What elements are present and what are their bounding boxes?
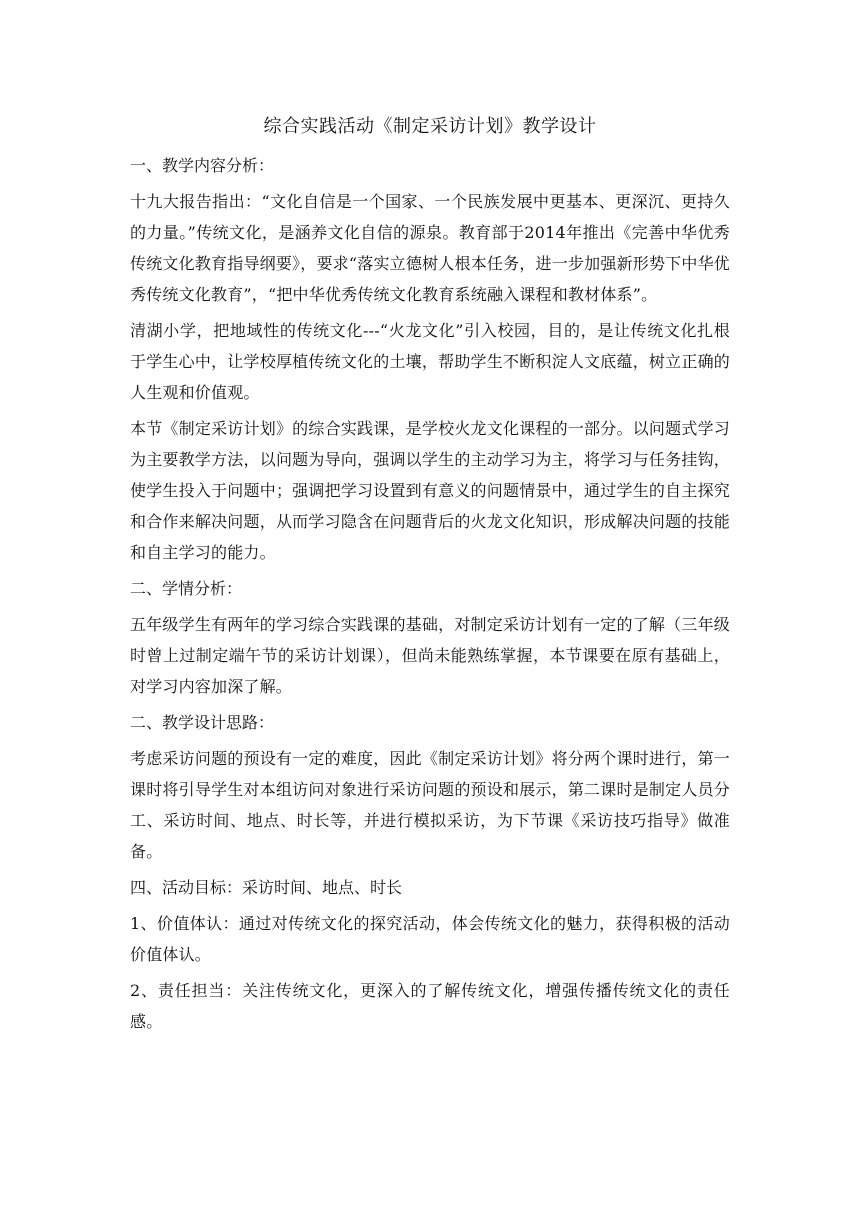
document-title: 综合实践活动《制定采访计划》教学设计 (263, 116, 597, 137)
section-heading-design-ideas: 二、教学设计思路： (130, 713, 275, 732)
section-heading-content-analysis: 一、教学内容分析： (130, 156, 275, 175)
paragraph-two-lessons: 考虑采访问题的预设有一定的难度，因此《制定采访计划》将分两个课时进行，第一课时将引导学生对本组访问对象进行采访问题的预设和展示，第二课时是制定人员分工、采访时间、地点、时长等，并进行模拟采访，为下节课《采访技巧指导》做准备。 (130, 749, 730, 861)
paragraph-qinghu-school: 清湖小学，把地域性的传统文化---“火龙文化”引入校园，目的，是让传统文化扎根于学生心中，让学校厚植传统文化的土壤，帮助学生不断积淀人文底蕴，树立正确的人生观和价值观。 (130, 321, 730, 402)
paragraph-goal-value: 1、价值体认：通过对传统文化的探究活动，体会传统文化的魅力，获得积极的活动价值体认。 (130, 914, 730, 964)
paragraph-lesson-method: 本节《制定采访计划》的综合实践课，是学校火龙文化课程的一部分。以问题式学习为主要教学方法，以问题为导向，强调以学生的主动学习为主，将学习与任务挂钩，使学生投入于问题中；强调把学习设置到有意义的问题情景中，通过学生的自主探究和合作来解决问题，从而学习隐含在问题背后的火龙文化知识，形成解决问题的技能和自主学习的能力。 (130, 419, 730, 562)
document-body (130, 112, 730, 1042)
paragraph-cultural-confidence: 十九大报告指出：“文化自信是一个国家、一个民族发展中更基本、更深沉、更持久的力量。”传统文化，是涵养文化自信的源泉。教育部于2014年推出《完善中华优秀传统文化教育指导纲要》，要求“落实立德树人根本任务，进一步加强新形势下中华优秀传统文化教育”，“把中华优秀传统文化教育系统融入课程和教材体系”。 (130, 192, 730, 304)
paragraph-student-background: 五年级学生有两年的学习综合实践课的基础，对制定采访计划有一定的了解（三年级时曾上过制定端午节的采访计划课），但尚未能熟练掌握，本节课要在原有基础上，对学习内容加深了解。 (130, 615, 730, 696)
paragraph-goal-responsibility: 2、责任担当：关注传统文化，更深入的了解传统文化，增强传播传统文化的责任感。 (130, 981, 730, 1031)
section-heading-activity-goals: 四、活动目标：采访时间、地点、时长 (130, 878, 403, 897)
section-heading-student-analysis: 二、学情分析： (130, 579, 243, 598)
